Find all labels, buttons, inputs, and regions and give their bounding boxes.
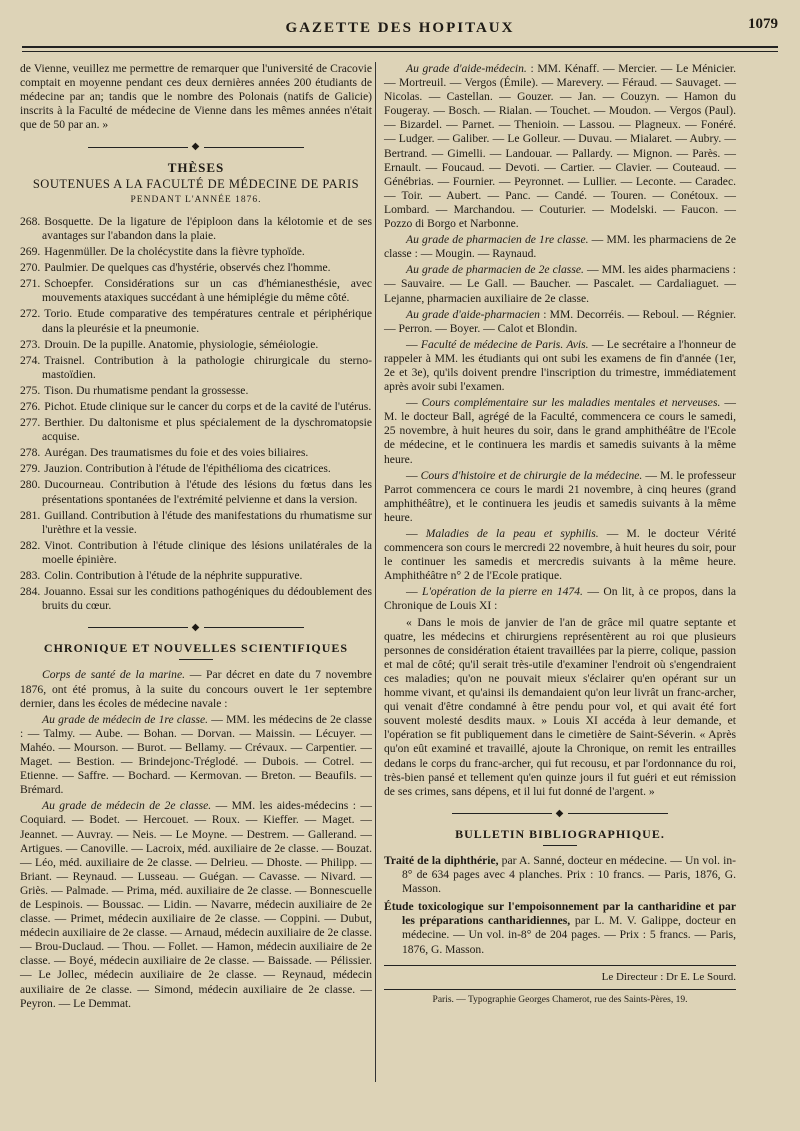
thesis-entry bbox=[20, 569, 372, 583]
paragraph-text: — M. le professeur Parrot commencera ce cours le mardi 21 novembre, à cinq heures (grand amphithéâtre), et le continuera les jeudis et samedis suivants à la même heure. bbox=[384, 468, 736, 524]
thesis-number: 272. bbox=[20, 307, 41, 321]
news-paragraph: — Cours complémentaire sur les maladies mentales et nerveuses. — M. le docteur Ball, agrégé de la Faculté, commencera ce cours le samedi, 25 novembre, à huit heures du soir, dans le grand amphithéâtre de l'Ecole de médecine, et le continuera les mardis et samedis suivants à la même heure. bbox=[384, 396, 737, 466]
biblio-item bbox=[384, 900, 736, 956]
news-paragraph: — Cours d'histoire et de chirurgie de la médecine. — M. le professeur Parrot commencera ce cours le mardi 21 novembre, à cinq heures (grand amphithéâtre), et le continuera les jeudis et samedis suivants à la même heure. bbox=[384, 468, 736, 524]
thesis-number: 284. bbox=[20, 585, 41, 599]
chronique-paragraph bbox=[20, 668, 372, 710]
chronicle-quote: « Dans le mois de janvier de l'an de grâce mil quatre septante et quatre, les médecins et chirurgiens représentèrent au roi que plusieurs personnes de considération étaient travaillées par la pierre, colique, passion et mal de côté; qu'il serait très-utile d'examiner l'endroit où s'engendraient ces maladies; qu'on ne pouvait mieux s'éclairer qu'en opérant sur un homme vivant, et qu'ainsi ils demandaient qu'on leur livrât un franc-archer, qui venait d'être condamné à être pendu pour vol, et qui avait été fort souvent molesté desdits maux. » Louis XI accéda à leur demande, et l'opération se fit publiquement dans le cimetière de Saint-Séverin. « Après qu'on eût examiné et travaillé, ajoute la Chronique, on remit les entrailles dedans le corps du franc-archer, qui fut recousu, et par l'ordonnance du roi, très-bien pansé et tellement qu'en quinze jours il fut guéri et eut rémission de ses crimes, sans dépens, et il lui fut donné de l'argent. » bbox=[384, 615, 736, 798]
thesis-number: 277. bbox=[20, 416, 41, 430]
paragraph-text: — MM. les aides-médecins : — Coquiard. — Bodet. — Hercouet. — Roux. — Kieffer. — Maget. — Jeannet. — Auvray. — Neis. — Le Moyne. — Destrem. — Gallerand. — Artigues. — Canoville. — Lacroix, méd. auxiliaire de 2e classe. — Bouzat. — Léo, méd. auxiliaire de 2e classe. — Delrieu. — Dhoste. — Philipp. — Briant. — Reynaud. — Lusseau. — Guégan. — Cavasse. — Nivard. — Griès. — Palmade. — Prima, méd. auxiliaire de 2e classe. — Bonnescuelle de Lespinois. — Boussac. — Lidin. — Navarre, médecin auxiliaire de 2e classe. — Primet, médecin auxiliaire de 2e classe. — Coppini. — Dubut, médecin auxiliaire de 2e classe. — Arnaud, médecin auxiliaire de 2e classe. — Brou-Duclaud. — Thou. — Follet. — Hamon, médecin auxiliaire de 2e classe. — Boyé, médecin auxiliaire de 2e classe. — Baissade. — Pélissier. — Le Jollec, médecin auxiliaire de 2e classe. — Reynaud, médecin auxiliaire de 2e classe. — Simond, médecin auxiliaire de 2e classe. — Peyron. — Le Demmat. bbox=[20, 799, 372, 1010]
thesis-number: 283. bbox=[20, 569, 41, 582]
chronique-paragraph bbox=[20, 799, 372, 1010]
paragraph-lead: Cours complémentaire sur les maladies mentales et nerveuses. bbox=[421, 396, 721, 410]
thesis-number: 280. bbox=[20, 478, 41, 492]
thesis-number: 281. bbox=[20, 508, 41, 522]
page-number: 1079 bbox=[748, 16, 778, 32]
thesis-number: 275. bbox=[20, 383, 41, 397]
thesis-entry bbox=[20, 478, 372, 506]
news-paragraph: — L'opération de la pierre en 1474. — On lit, à ce propos, dans la Chronique de Louis XI : bbox=[384, 585, 736, 613]
thesis-number: 273. bbox=[20, 337, 41, 351]
thesis-entry bbox=[20, 338, 372, 352]
news-paragraph bbox=[384, 233, 736, 261]
imprint: Paris. — Typographie Georges Chamerot, rue des Saints-Pères, 19. bbox=[384, 989, 736, 1007]
thesis-number: 282. bbox=[20, 538, 41, 552]
thesis-text: Tison. Du rhumatisme pendant la grossesse. bbox=[44, 383, 249, 397]
news-paragraph bbox=[384, 308, 736, 336]
thesis-entry bbox=[20, 539, 372, 567]
bulletin-title: BULLETIN BIBLIOGRAPHIQUE. bbox=[455, 826, 665, 841]
thesis-text: Pichot. Etude clinique sur le cancer du corps et de la cavité de l'utérus. bbox=[44, 399, 372, 413]
thesis-entry bbox=[20, 277, 372, 305]
thesis-entry bbox=[20, 384, 372, 398]
thesis-number: 279. bbox=[20, 462, 41, 476]
thesis-text: Hagenmüller. De la cholécystite dans la fièvre typhoïde. bbox=[44, 245, 305, 259]
paragraph-text: — M. le docteur Ball, agrégé de la Faculté, commencera ce cours le samedi, 25 novembre, à huit heures du soir, dans le grand amphithéâtre de l'Ecole de médecine, et le continuera les mardis et samedis suivants à la même heure. bbox=[384, 396, 737, 466]
right-column bbox=[384, 62, 736, 1007]
thesis-text: Aurégan. Des traumatismes du foie et des voies biliaires. bbox=[44, 446, 309, 460]
paragraph-lead: Au grade de pharmacien de 2e classe. bbox=[406, 263, 584, 277]
thesis-number: 270. bbox=[20, 261, 41, 275]
journal-title: GAZETTE DES HOPITAUX bbox=[285, 20, 515, 36]
thesis-text: Drouin. De la pupille. Anatomie, physiologie, séméiologie. bbox=[44, 337, 319, 351]
chronique-paragraph bbox=[20, 713, 372, 798]
header-rule-thin bbox=[22, 51, 778, 52]
intro-paragraph: de Vienne, veuillez me permettre de remarquer que l'université de Cracovie comptait en moyenne pendant ces deux dernières années 200 étudiants de médecine par an; tandis que le nombre des Polonais (natifs de Galicie) inscrits à la Faculté de médecine de Vienne dans les mêmes années n'était que de 50 par an. » bbox=[20, 62, 372, 132]
thesis-entry bbox=[20, 462, 372, 476]
news-paragraph bbox=[384, 263, 736, 305]
theses-subtitle: SOUTENUES A LA FACULTÉ DE MÉDECINE DE PARIS bbox=[32, 176, 360, 191]
paragraph-lead: Cours d'histoire et de chirurgie de la médecine. bbox=[420, 468, 643, 482]
thesis-text: Schoepfer. Considérations sur un cas d'hémianesthésie, avec mouvements ataxiques succédant à une hémiplégie du même côté. bbox=[42, 277, 372, 305]
header-rule bbox=[22, 46, 778, 48]
thesis-text: Paulmier. De quelques cas d'hystérie, observés chez l'homme. bbox=[44, 261, 331, 275]
thesis-text: Bosquette. De la ligature de l'épiploon dans la kélotomie et de ses avantages sur l'abandon dans la plaie. bbox=[42, 214, 372, 242]
thesis-entry bbox=[20, 400, 372, 414]
paragraph-text: — On lit, à ce propos, dans la Chronique de Louis XI : bbox=[384, 585, 736, 613]
thesis-text: Berthier. Du daltonisme et plus spécialement de la dyschromatopsie acquise. bbox=[42, 416, 372, 444]
thesis-text: Ducourneau. Contribution à l'étude des lésions du fœtus dans les présentations spontanées de l'extrémité pelvienne et dans la version. bbox=[42, 478, 372, 506]
paragraph-lead: Au grade de médecin de 1re classe. bbox=[42, 712, 209, 726]
page-header bbox=[22, 14, 778, 60]
chronique-title: CHRONIQUE ET NOUVELLES SCIENTIFIQUES bbox=[43, 641, 349, 656]
thesis-text: Jauzion. Contribution à l'étude de l'épithélioma des cicatrices. bbox=[44, 462, 331, 476]
paragraph-text: — MM. les aides pharmaciens : — Sauvaire. — Le Gall. — Baucher. — Pascalet. — Cardaliaguet. — Lejanne, pharmacien auxiliaire de 2e classe. bbox=[384, 263, 736, 305]
theses-list bbox=[20, 215, 372, 613]
thesis-entry bbox=[20, 416, 372, 444]
thesis-text: Traisnel. Contribution à la pathologie chirurgicale du sterno-mastoïdien. bbox=[42, 353, 372, 381]
news-paragraph bbox=[384, 62, 736, 231]
paragraph-text: — MM. les pharmaciens de 2e classe : — Mougin. — Raynaud. bbox=[384, 233, 736, 261]
news-paragraph: — Maladies de la peau et syphilis. — M. le docteur Vérité commencera son cours le mercredi 22 novembre, à huit heures du soir, pour le continuer les samedis et mercredis suivants à la même heure. Amphithéâtre n° 2 de l'Ecole pratique. bbox=[384, 527, 736, 583]
biblio-text: par A. Sanné, docteur en médecine. — Un vol. in-8° de 634 pages avec 4 planches. Prix : 10 francs. — Paris, 1876, G. Masson. bbox=[402, 853, 737, 896]
theses-title: THÈSES bbox=[167, 159, 225, 175]
thesis-text: Guilland. Contribution à l'étude des manifestations du rhumatisme sur l'urèthre et la vessie. bbox=[42, 508, 372, 536]
paragraph-text: — Par décret en date du 7 novembre 1876, ont été promus, à la suite du concours ouvert le 1er septembre dernier, dans les écoles de médecine navale : bbox=[20, 668, 372, 710]
section-ornament: ◆ bbox=[384, 807, 736, 821]
paragraph-text: : MM. Kénaff. — Mercier. — Le Ménicier. — Mortreuil. — Vergos (Émile). — Marevery. — Féraud. — Sauvaget. — Nicolas. — Castellan. — Gouzer. — Jan. — Couzyn. — Hamon du Fougeray. — Bosch. — Rialan. — Touchet. — Moudon. — Vergos (Paul). — Bizardel. — Parnet. — Thenioin. — Lassou. — Plagneux. — Fonéré. — Ludger. — Galiber. — Le Golleur. — Duvau. — Mialaret. — Aubry. — Bertrand. — Gimelli. — Landouar. — Pallardy. — Mignon. — Parès. — Ernault. — Foucaud. — Devoti. — Cartier. — Clavier. — Couteaud. — Génébrias. — Fournier. — Peyronnet. — Lullier. — Leconte. — Caradec. — Toir. — Aubert. — Panc. — Candé. — Touren. — Conétoux. — Lombard. — Marchandou. — Couturier. — Modelski. — Faucon. — Pozzo di Borgo et Narbonne. bbox=[384, 62, 736, 231]
thesis-text: Jouanno. Essai sur les conditions pathogéniques du dédoublement des bruits du cœur. bbox=[42, 585, 372, 613]
thesis-text: Torio. Etude comparative des températures centrale et périphérique dans la pleurésie et la pneumonie. bbox=[42, 307, 372, 335]
thesis-entry bbox=[20, 307, 372, 335]
thesis-number: 274. bbox=[20, 353, 41, 367]
thesis-number: 269. bbox=[20, 245, 41, 259]
thesis-entry bbox=[20, 446, 372, 460]
biblio-title: Traité de la diphthérie, bbox=[384, 853, 499, 867]
director-line: Le Directeur : Dr E. Le Sourd. bbox=[384, 965, 736, 984]
left-column bbox=[20, 62, 372, 1013]
paragraph-lead: Faculté de médecine de Paris. Avis. bbox=[420, 337, 589, 351]
paragraph-lead: Au grade d'aide-pharmacien bbox=[406, 307, 540, 321]
thesis-text: Vinot. Contribution à l'étude clinique des lésions unilatérales de la moelle épinière. bbox=[42, 538, 372, 566]
paragraph-text: — Le secrétaire a l'honneur de rappeler à MM. les étudiants qui ont subi les examens de fin d'année (1er, 2e et 3e), qu'ils doivent prendre l'inscription du trimestre, immédiatement après avoir subi l'examen. bbox=[384, 337, 736, 394]
section-ornament: ◆ bbox=[20, 140, 372, 154]
thesis-entry bbox=[20, 261, 372, 275]
paragraph-text: — MM. les médecins de 2e classe : — Talmy. — Aube. — Bohan. — Dorvan. — Maissin. — Lécuyer. — Mahéo. — Mourson. — Burot. — Bellamy. — Crévaux. — Carpentier. — Maget. — Bestion. — Brindejonc-Tréglodé. — Dubois. — Cotrel. — Etienne. — Saffre. — Bochard. — Kermovan. — Breton. — Beaufils. — Brémard. bbox=[20, 712, 372, 797]
theses-period: PENDANT L'ANNÉE 1876. bbox=[130, 194, 262, 205]
thesis-entry bbox=[20, 354, 372, 382]
column-divider bbox=[375, 62, 376, 1082]
news-paragraph: — Faculté de médecine de Paris. Avis. — Le secrétaire a l'honneur de rappeler à MM. les étudiants qui ont subi les examens de fin d'année (1er, 2e et 3e), qu'ils doivent prendre l'inscription du trimestre, immédiatement après avoir subi l'examen. bbox=[384, 337, 736, 394]
thesis-number: 271. bbox=[20, 277, 41, 291]
paragraph-lead: Au grade de médecin de 2e classe. bbox=[42, 799, 212, 813]
biblio-text: par L. M. V. Galippe, docteur en médecine. — Un vol. in-8° de 204 pages. — Prix : 5 francs. — Paris, 1876, G. Masson. bbox=[402, 914, 736, 956]
thesis-text: Colin. Contribution à l'étude de la néphrite suppurative. bbox=[44, 569, 303, 582]
section-ornament: ◆ bbox=[20, 621, 372, 635]
paragraph-lead: Maladies de la peau et syphilis. bbox=[425, 527, 599, 540]
paragraph-text: : MM. Decorréis. — Reboul. — Régnier. — Perron. — Boyer. — Calot et Blondin. bbox=[384, 307, 736, 335]
thesis-number: 268. bbox=[20, 214, 41, 228]
biblio-title: Étude toxicologique sur l'empoisonnement par la cantharidine et par les préparations cantharidiennes, bbox=[384, 900, 736, 928]
thesis-entry bbox=[20, 215, 372, 243]
thesis-entry bbox=[20, 585, 372, 613]
short-rule bbox=[543, 845, 577, 846]
paragraph-text: — M. le docteur Vérité commencera son cours le mercredi 22 novembre, à huit heures du soir, pour le continuer les samedis et mercredis suivants à la même heure. Amphithéâtre n° 2 de l'Ecole pratique. bbox=[384, 527, 736, 583]
paragraph-lead: Corps de santé de la marine. bbox=[42, 668, 185, 682]
thesis-number: 276. bbox=[20, 399, 41, 413]
short-rule bbox=[179, 659, 213, 660]
thesis-number: 278. bbox=[20, 446, 41, 460]
thesis-entry bbox=[20, 245, 372, 259]
paragraph-lead: Au grade de pharmacien de 1re classe. bbox=[406, 233, 589, 247]
biblio-item bbox=[384, 854, 736, 896]
paragraph-lead: L'opération de la pierre en 1474. bbox=[422, 585, 583, 599]
paragraph-lead: Au grade d'aide-médecin. bbox=[406, 62, 527, 75]
thesis-entry bbox=[20, 509, 372, 537]
